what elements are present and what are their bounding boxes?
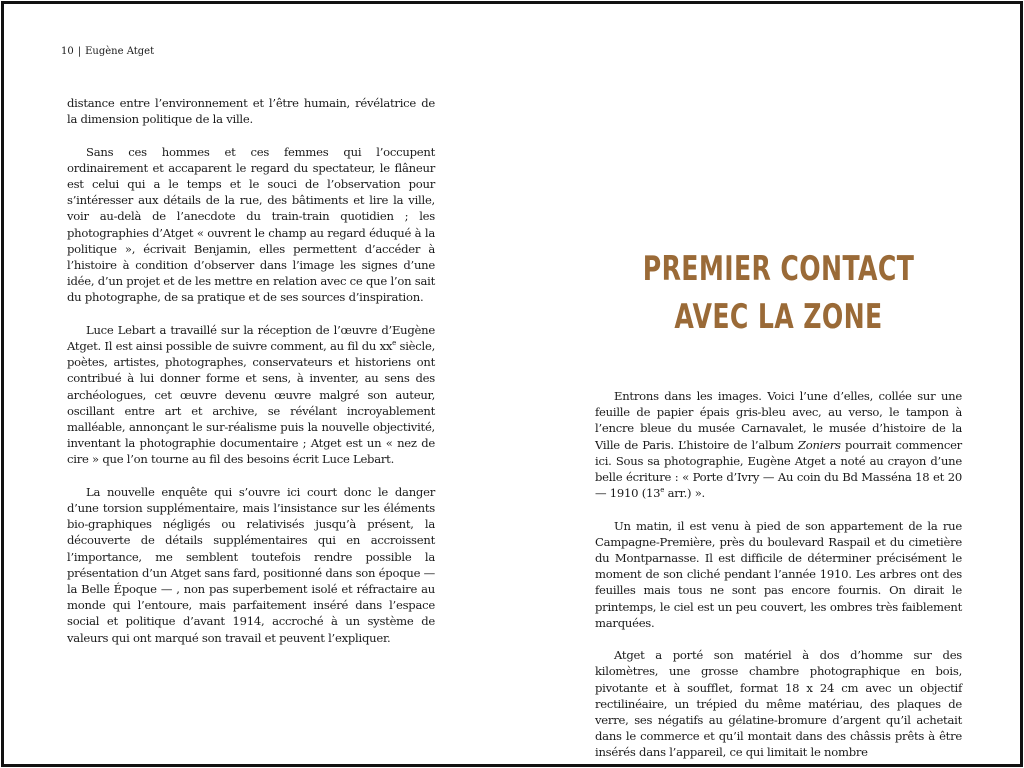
chapter-title-line-2: AVEC LA ZONE — [674, 297, 883, 337]
running-head-separator: | — [77, 46, 82, 57]
century-numeral: xx — [379, 339, 393, 354]
century-superscript: e — [392, 339, 397, 348]
left-paragraph-1: distance entre l’environnement et l’être humain, révélatrice de la dimension politique de la ville. — [67, 96, 435, 127]
left-paragraph-4: La nouvelle enquête qui s’ouvre ici court donc le danger d’une torsion supplémentaire, mais l’insistance sur les éléments bio-graphiques négligés ou relativisés jusqu’à présent, la découverte de détails supplémentaires qui en accroissent l’importance, me semblent toutefois rendre possible la présentation d’un Atget sans fard, positionné dans son époque — la Belle Époque — , non pas superbement isolé et réfractaire au monde qui l’entoure, mais parfaitement inséré dans l’espace social et politique d’avant 1914, accroché à un système de valeurs qui ont marqué son travail et peuvent l’expliquer. — [67, 484, 435, 645]
left-paragraph-3-start: Luce Lebart a travaillé sur la réception de l’œuvre d’Eugène Atget. Il est ainsi possible de suivre comment, au fil du — [67, 322, 435, 354]
right-paragraph-3: Atget a porté son matériel à dos d’homme sur des kilomètres, une grosse chambre photographique en bois, pivotante et à soufflet, format 18 x 24 cm avec un objectif rectilinéaire, un trépied du même matériau, des plaques de verre, ses négatifs au gélatine-bromure d’argent qu’il achetait dans le commerce et qu’il montait dans des châssis prêts à être insérés dans l’appareil, ce qui limitait le nombre — [595, 648, 962, 760]
right-paragraph-1-start: Entrons dans les images. Voici l’une d’elles, collée sur une feuille de papier épais gris-bleu avec, au verso, le tampon à l’encre bleue du musée Carnavalet, le musée d’histoire de la Ville de Paris. L’histoire de l’album — [595, 389, 962, 452]
running-head-author: Eugène Atget — [85, 46, 155, 57]
album-title: Zoniers — [797, 437, 841, 452]
running-head — [61, 46, 154, 58]
left-paragraph-2: Sans ces hommes et ces femmes qui l’occupent ordinairement et accaparent le regard du spectateur, le flâneur est celui qui a le temps et le souci de l’observation pour s’intéresser aux détails de la rue, des bâtiments et lire la ville, voir au-delà de l’anecdote du train-train quotidien ; les photographies d’Atget « ouvrent le champ au regard éduqué à la politique », écrivait Benjamin, elles permettent d’accéder à l’histoire à condition d’observer dans l’image les signes d’une idée, d’un projet et de les mettre en relation avec ce que l’on sait du photographe, de sa pratique et de ses sources d’inspiration. — [67, 144, 435, 305]
right-paragraph-1-middle: pourrait commencer ici. Sous sa photographie, Eugène Atget a noté au crayon d’une belle écriture : « Porte d’Ivry — Au coin du Bd Masséna 18 et 20 — 1910 (13 — [595, 437, 962, 501]
arrondissement-superscript: e — [660, 486, 665, 495]
chapter-title — [643, 245, 915, 341]
book-spread — [1, 1, 1023, 767]
right-paragraph-1 — [595, 388, 962, 501]
right-page-text — [595, 388, 962, 761]
right-paragraph-2: Un matin, il est venu à pied de son appartement de la rue Campagne-Première, près du boulevard Raspail et du cimetière du Montparnasse. Il est difficile de déterminer précisément le moment de son cliché pendant l’année 1910. Les arbres ont des feuilles mais tous ne sont pas encore fournis. On dirait le printemps, le ciel est un peu couvert, les ombres très faiblement marquées. — [595, 518, 962, 630]
left-paragraph-3-end: siècle, poètes, artistes, photographes, conservateurs et historiens ont contribué à lui donner forme et sens, à inventer, au sens des archéologues, cet œuvre devenu œuvre malgré son auteur, oscillant entre art et archive, se révélant incroyablement malléable, annonçant le sur-réalisme puis la nouvelle objectivité, inventant la photographie documentaire ; Atget est un « nez de cire » que l’on tourne au fil des besoins écrit Luce Lebart. — [67, 339, 436, 467]
left-paragraph-3 — [67, 322, 435, 468]
page-number: 10 — [61, 46, 74, 57]
left-page-text — [67, 95, 435, 646]
right-paragraph-1-end: arr.) ». — [664, 486, 705, 501]
chapter-title-line-1: PREMIER CONTACT — [642, 249, 915, 289]
